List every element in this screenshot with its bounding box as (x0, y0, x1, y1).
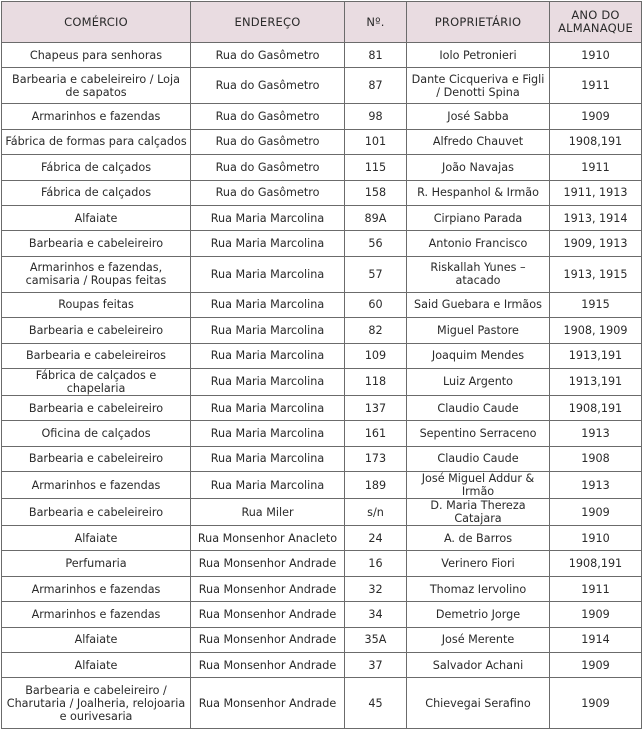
table-row (2, 499, 642, 526)
table-row (2, 43, 642, 68)
cell-ano: 1911, 1913 (550, 180, 642, 205)
cell-proprietario: Said Guebara e Irmãos (407, 292, 550, 317)
cell-numero: 98 (345, 104, 407, 129)
cell-ano: 1911 (550, 155, 642, 180)
table-row (2, 472, 642, 499)
table-row (2, 180, 642, 205)
cell-numero: 137 (345, 395, 407, 420)
cell-comercio: Roupas feitas (2, 292, 191, 317)
cell-ano: 1909 (550, 653, 642, 678)
cell-numero: 56 (345, 231, 407, 256)
table-row (2, 343, 642, 368)
table-row (2, 576, 642, 601)
commerce-table (1, 1, 642, 729)
cell-comercio: Barbearia e cabeleireiro / Loja de sapatos (2, 68, 191, 104)
cell-numero: 87 (345, 68, 407, 104)
cell-proprietario: Iolo Petronieri (407, 43, 550, 68)
cell-proprietario: D. Maria Thereza Catajara (407, 499, 550, 526)
cell-proprietario: A. de Barros (407, 526, 550, 551)
cell-ano: 1909 (550, 104, 642, 129)
cell-comercio: Barbearia e cabeleireiro (2, 318, 191, 343)
cell-ano: 1909, 1913 (550, 231, 642, 256)
cell-numero: 118 (345, 368, 407, 395)
table-row (2, 395, 642, 420)
cell-comercio: Oficina de calçados (2, 421, 191, 446)
cell-comercio: Alfaiate (2, 205, 191, 230)
cell-numero: 189 (345, 472, 407, 499)
table-row (2, 104, 642, 129)
cell-ano: 1908,191 (550, 395, 642, 420)
cell-endereco: Rua Monsenhor Anacleto (191, 526, 345, 551)
cell-endereco: Rua Maria Marcolina (191, 368, 345, 395)
cell-numero: 35A (345, 627, 407, 652)
cell-proprietario: Claudio Caude (407, 446, 550, 471)
cell-proprietario: José Miguel Addur & Irmão (407, 472, 550, 499)
header-proprietario: PROPRIETÁRIO (407, 2, 550, 43)
table-row (2, 155, 642, 180)
cell-proprietario: Cirpiano Parada (407, 205, 550, 230)
cell-numero: 57 (345, 256, 407, 292)
table-row (2, 256, 642, 292)
table-body (2, 43, 642, 729)
cell-ano: 1910 (550, 43, 642, 68)
cell-endereco: Rua Monsenhor Andrade (191, 551, 345, 576)
cell-comercio: Fábrica de calçados (2, 155, 191, 180)
cell-numero: 101 (345, 129, 407, 154)
cell-endereco: Rua Monsenhor Andrade (191, 576, 345, 601)
table-header-row (2, 2, 642, 43)
cell-endereco: Rua do Gasômetro (191, 155, 345, 180)
cell-endereco: Rua do Gasômetro (191, 104, 345, 129)
cell-comercio: Fábrica de calçados (2, 180, 191, 205)
cell-endereco: Rua Maria Marcolina (191, 292, 345, 317)
cell-comercio: Armarinhos e fazendas, camisaria / Roupas feitas (2, 256, 191, 292)
table-row (2, 678, 642, 729)
cell-proprietario: José Sabba (407, 104, 550, 129)
cell-proprietario: Chievegai Serafino (407, 678, 550, 729)
cell-numero: 89A (345, 205, 407, 230)
cell-comercio: Fábrica de formas para calçados (2, 129, 191, 154)
cell-ano: 1915 (550, 292, 642, 317)
cell-ano: 1909 (550, 499, 642, 526)
cell-ano: 1910 (550, 526, 642, 551)
cell-proprietario: Riskallah Yunes – atacado (407, 256, 550, 292)
cell-endereco: Rua do Gasômetro (191, 129, 345, 154)
cell-numero: 115 (345, 155, 407, 180)
cell-endereco: Rua Maria Marcolina (191, 343, 345, 368)
table-row (2, 551, 642, 576)
cell-ano: 1913,191 (550, 343, 642, 368)
cell-numero: 37 (345, 653, 407, 678)
table-row (2, 318, 642, 343)
cell-comercio: Barbearia e cabeleireiro (2, 499, 191, 526)
table-row (2, 627, 642, 652)
cell-ano: 1908,191 (550, 551, 642, 576)
cell-proprietario: Salvador Achani (407, 653, 550, 678)
cell-comercio: Barbearia e cabeleireiro (2, 395, 191, 420)
header-endereco: ENDEREÇO (191, 2, 345, 43)
cell-endereco: Rua Maria Marcolina (191, 395, 345, 420)
cell-endereco: Rua Maria Marcolina (191, 421, 345, 446)
cell-proprietario: Claudio Caude (407, 395, 550, 420)
cell-proprietario: Dante Cicqueriva e Figli / Denotti Spina (407, 68, 550, 104)
cell-proprietario: Miguel Pastore (407, 318, 550, 343)
cell-comercio: Armarinhos e fazendas (2, 104, 191, 129)
cell-proprietario: João Navajas (407, 155, 550, 180)
table-row (2, 368, 642, 395)
cell-ano: 1914 (550, 627, 642, 652)
table-row (2, 446, 642, 471)
cell-endereco: Rua Maria Marcolina (191, 205, 345, 230)
table-row (2, 602, 642, 627)
cell-ano: 1913,191 (550, 368, 642, 395)
cell-comercio: Armarinhos e fazendas (2, 602, 191, 627)
cell-endereco: Rua do Gasômetro (191, 68, 345, 104)
cell-ano: 1908,191 (550, 129, 642, 154)
cell-comercio: Alfaiate (2, 627, 191, 652)
table-row (2, 292, 642, 317)
cell-endereco: Rua Maria Marcolina (191, 472, 345, 499)
header-numero: Nº. (345, 2, 407, 43)
cell-numero: 109 (345, 343, 407, 368)
cell-comercio: Barbearia e cabeleireiro (2, 446, 191, 471)
cell-numero: s/n (345, 499, 407, 526)
cell-comercio: Alfaiate (2, 653, 191, 678)
table-row (2, 205, 642, 230)
cell-ano: 1913 (550, 421, 642, 446)
cell-numero: 45 (345, 678, 407, 729)
cell-proprietario: Alfredo Chauvet (407, 129, 550, 154)
header-ano-almanaque: ANO DO ALMANAQUE (550, 2, 642, 43)
table-row (2, 68, 642, 104)
cell-comercio: Barbearia e cabeleireiro (2, 231, 191, 256)
cell-ano: 1908 (550, 446, 642, 471)
cell-numero: 173 (345, 446, 407, 471)
cell-ano: 1913 (550, 472, 642, 499)
cell-proprietario: Thomaz Iervolino (407, 576, 550, 601)
cell-comercio: Alfaiate (2, 526, 191, 551)
cell-numero: 60 (345, 292, 407, 317)
cell-endereco: Rua Maria Marcolina (191, 256, 345, 292)
cell-comercio: Barbearia e cabeleireiros (2, 343, 191, 368)
cell-endereco: Rua do Gasômetro (191, 180, 345, 205)
cell-numero: 32 (345, 576, 407, 601)
cell-proprietario: R. Hespanhol & Irmão (407, 180, 550, 205)
cell-proprietario: Joaquim Mendes (407, 343, 550, 368)
table-row (2, 231, 642, 256)
cell-endereco: Rua Maria Marcolina (191, 446, 345, 471)
cell-numero: 158 (345, 180, 407, 205)
cell-comercio: Armarinhos e fazendas (2, 576, 191, 601)
cell-ano: 1909 (550, 602, 642, 627)
cell-endereco: Rua Monsenhor Andrade (191, 627, 345, 652)
cell-ano: 1908, 1909 (550, 318, 642, 343)
cell-numero: 161 (345, 421, 407, 446)
cell-ano: 1909 (550, 678, 642, 729)
cell-numero: 81 (345, 43, 407, 68)
cell-endereco: Rua Monsenhor Andrade (191, 678, 345, 729)
cell-comercio: Barbearia e cabeleireiro / Charutaria / Joalheria, relojoaria e ourivesaria (2, 678, 191, 729)
header-comercio: COMÉRCIO (2, 2, 191, 43)
table-row (2, 129, 642, 154)
cell-comercio: Perfumaria (2, 551, 191, 576)
cell-ano: 1911 (550, 576, 642, 601)
cell-endereco: Rua Miler (191, 499, 345, 526)
cell-endereco: Rua Monsenhor Andrade (191, 602, 345, 627)
cell-proprietario: Luiz Argento (407, 368, 550, 395)
cell-ano: 1913, 1915 (550, 256, 642, 292)
cell-numero: 24 (345, 526, 407, 551)
cell-proprietario: Demetrio Jorge (407, 602, 550, 627)
cell-numero: 16 (345, 551, 407, 576)
cell-proprietario: José Merente (407, 627, 550, 652)
cell-comercio: Armarinhos e fazendas (2, 472, 191, 499)
table-row (2, 526, 642, 551)
table-row (2, 653, 642, 678)
cell-comercio: Fábrica de calçados e chapelaria (2, 368, 191, 395)
cell-proprietario: Sepentino Serraceno (407, 421, 550, 446)
cell-endereco: Rua do Gasômetro (191, 43, 345, 68)
cell-endereco: Rua Maria Marcolina (191, 231, 345, 256)
cell-proprietario: Antonio Francisco (407, 231, 550, 256)
table-row (2, 421, 642, 446)
cell-endereco: Rua Monsenhor Andrade (191, 653, 345, 678)
cell-endereco: Rua Maria Marcolina (191, 318, 345, 343)
cell-comercio: Chapeus para senhoras (2, 43, 191, 68)
cell-numero: 82 (345, 318, 407, 343)
cell-ano: 1913, 1914 (550, 205, 642, 230)
cell-proprietario: Verinero Fiori (407, 551, 550, 576)
cell-ano: 1911 (550, 68, 642, 104)
cell-numero: 34 (345, 602, 407, 627)
